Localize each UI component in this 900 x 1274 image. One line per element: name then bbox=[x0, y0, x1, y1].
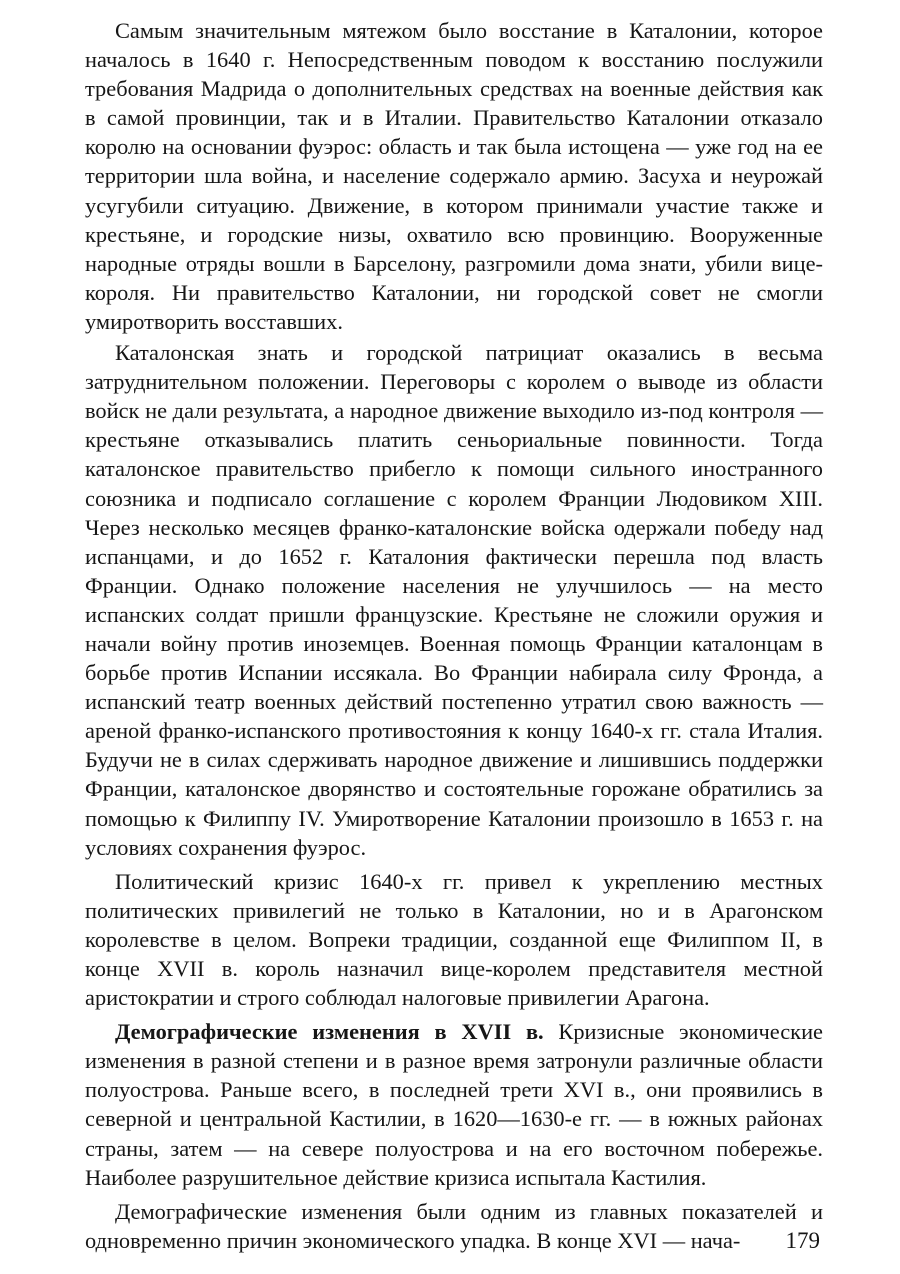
paragraph-political-crisis: Политический кризис 1640-х гг. привел к укреплению местных политических привилегий не только в Каталонии, но и в Арагонском королевстве в целом. Вопреки традиции, созданной еще Филиппом II, в конце XVII в. король назначил вице-королем представителя местной аристократии и строго соблюдал налоговые привилегии Арагона. bbox=[85, 868, 823, 1011]
paragraph-catalan-nobility: Каталонская знать и городской патрициат оказались в весьма затруднительном положении. Переговоры с королем о выводе из области войск не дали результата, а народное движение выходило из-под контроля — крестьяне отказывались платить сеньориальные повинности. Тогда каталонское правительство прибегло к помощи сильного иностранного союзника и подписало соглашение с королем Франции Людовиком XIII. Через несколько месяцев франко-каталонские войска одержали победу над испанцами, и до 1652 г. Каталония фактически перешла под власть Франции. Однако положение населения не улучшилось — на место испанских солдат пришли французские. Крестьяне не сложили оружия и начали войну против иноземцев. Военная помощь Франции каталонцам в борьбе против Испании иссякала. Во Франции набирала силу Фронда, а испанский театр военных действий постепенно утратил свою важность — ареной франко-испанского противостояния к концу 1640-х гг. стала Италия. Будучи не в силах сдерживать народное движение и лишившись поддержки Франции, каталонское дворянство и состоятельные горожане обратились за помощью к Филиппу IV. Умиротворение Каталонии произошло в 1653 г. на условиях сохранения фуэрос. bbox=[85, 340, 823, 860]
body-text bbox=[85, 16, 823, 1255]
paragraph-demographic-indicators: Демографические изменения были одним из главных показателей и одновременно причин экономического упадка. В конце XVI — нача- bbox=[85, 1198, 823, 1253]
paragraph-demographic-changes bbox=[85, 1017, 823, 1192]
paragraph-catalonia-revolt: Самым значительным мятежом было восстание в Каталонии, которое началось в 1640 г. Непосредственным поводом к восстанию послужили требования Мадрида о дополнительных средствах на военные действия как в самой провинции, так и в Италии. Правительство Каталонии отказало королю на основании фуэрос: область и так была истощена — уже год на ее территории шла война, и население содержало армию. Засуха и неурожай усугубили ситуацию. Движение, в котором принимали участие также и крестьяне, и городские низы, охватило всю провинцию. Вооруженные народные отряды вошли в Барселону, разгромили дома знати, убили вице-короля. Ни правительство Каталонии, ни городской совет не смогли умиротворить восставших. bbox=[85, 18, 823, 334]
page-number: 179 bbox=[785, 1228, 820, 1253]
section-heading: Демографические изменения в XVII в. bbox=[115, 1019, 544, 1045]
section-text: Кризисные экономические изменения в разной степени и в разное время затронули различные области полуострова. Раньше всего, в последней трети XVI в., они проявились в северной и центральной Кастилии, в 1620—1630-е гг. — в южных районах страны, затем — на севере полуострова и на его восточном побережье. Наиболее разрушительное действие кризиса испытала Кастилия. bbox=[85, 1019, 823, 1190]
